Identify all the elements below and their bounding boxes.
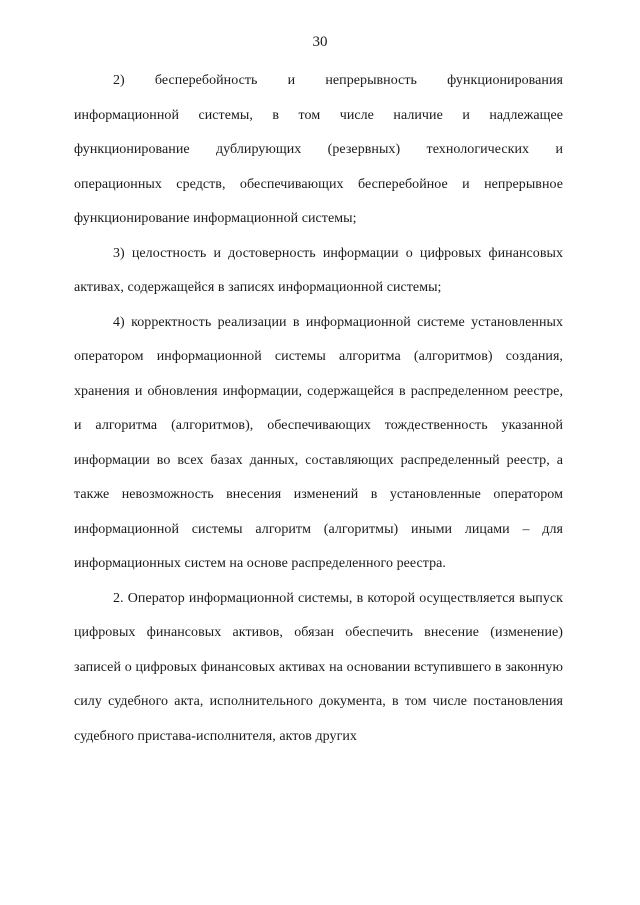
paragraph-item-3-integrity: 3) целостность и достоверность информации о цифровых финансовых активах, содержащейся в записях информационной системы;: [74, 245, 563, 295]
paragraph-item-2-continuity: 2) бесперебойность и непрерывность функционирования информационной системы, в том числе наличие и надлежащее функционирование дублирующих (резервных) технологических и операционных средств, обеспечивающих бесперебойное и непрерывное функционирование информационной системы;: [74, 73, 563, 226]
paragraph-section-2-operator-obligation: 2. Оператор информационной системы, в которой осуществляется выпуск цифровых финансовых активов, обязан обеспечить внесение (изменение) записей о цифровых финансовых активах на основании вступившего в законную силу судебного акта, исполнительного документа, в том числе постановления судебного пристава-исполнителя, актов других: [74, 590, 563, 744]
document-body: [74, 64, 563, 754]
paragraph-item-4-correctness: 4) корректность реализации в информационной системе установленных оператором информационной системы алгоритма (алгоритмов) создания, хранения и обновления информации, содержащейся в распределенном реестре, и алгоритма (алгоритмов), обеспечивающих тождественность указанной информации во всех базах данных, составляющих распределенный реестр, а также невозможность внесения изменений в установленные оператором информационной системы алгоритм (алгоритмы) иными лицами – для информационных систем на основе распределенного реестра.: [74, 314, 563, 571]
page-number: 30: [312, 34, 328, 50]
